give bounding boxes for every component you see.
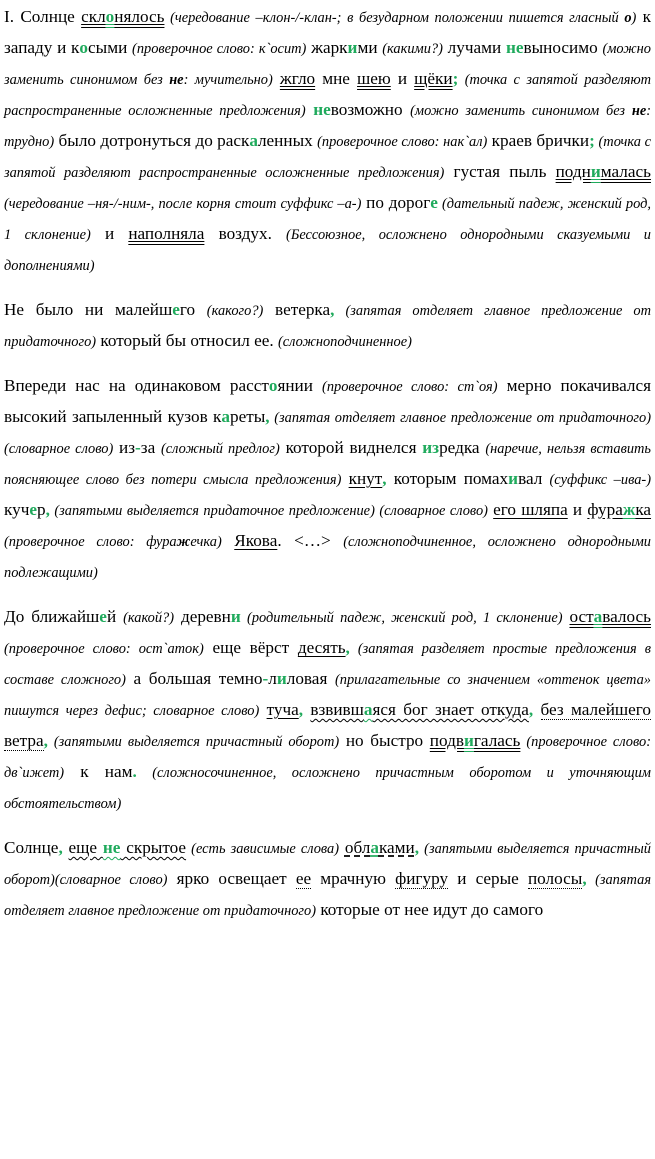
note-run: ечка) — [190, 534, 222, 550]
note-run: (родительный падеж, женский род, 1 склонение) — [240, 610, 563, 626]
note-run: (запятыми выделяется придаточное предложение) (словарное слово) — [49, 503, 488, 519]
note-run: не — [631, 103, 647, 119]
note-run: (дательный падеж, женский род, 1 склонение) — [4, 196, 651, 243]
text-run: жгло — [279, 69, 316, 88]
note-run: (запятая отделяет главное предложение от придаточного) (словарное слово) — [4, 410, 651, 457]
text-run: и — [590, 162, 601, 181]
note-run: (запятая отделяет главное предложение от придаточного) — [4, 303, 651, 350]
text-run: но быстро — [339, 731, 430, 750]
note-run: (проверочное слово: ст`оя) — [322, 379, 498, 395]
text-run: скл — [81, 7, 106, 26]
text-run: Солнце — [4, 838, 59, 857]
note-run: (какими?) — [382, 41, 443, 57]
note-run: (сложноподчиненное, осложнено однородными подлежащими) — [4, 534, 651, 581]
paragraph-1 — [4, 2, 651, 281]
note-run: ) — [631, 10, 637, 26]
text-run: а — [593, 607, 603, 626]
text-run: о — [79, 38, 89, 57]
text-run: кнут — [348, 469, 383, 488]
note-run: (проверочное слово: ост`аток) — [4, 641, 204, 657]
text-run: редка — [439, 438, 486, 457]
text-run: возможно — [330, 100, 411, 119]
text-run: мне — [315, 69, 358, 88]
text-run: за — [140, 438, 161, 457]
note-run: (есть зависимые слова) — [186, 841, 340, 857]
text-run: густая пыль — [444, 162, 556, 181]
note-run: (запятыми выделяется причастный оборот) — [47, 734, 340, 750]
note-run: (проверочное слово: дв`ижет) — [4, 734, 652, 781]
note-run: не — [169, 72, 184, 88]
text-run: куч — [4, 500, 30, 519]
text-run: й — [106, 607, 124, 626]
text-run: вал — [518, 469, 550, 488]
text-run: е — [99, 607, 107, 626]
note-run: (можно заменить синонимом без — [4, 41, 651, 88]
text-run: е — [29, 500, 37, 519]
text-run: которой виднелся — [279, 438, 423, 457]
text-run: нялось — [114, 7, 165, 26]
text-run: щёки — [414, 69, 453, 88]
note-run: (прилагательные со значением «оттенок цвета» пишутся через дефис; словарное слово) — [4, 672, 652, 719]
text-run: краев брички — [487, 131, 590, 150]
text-run: , — [528, 700, 534, 719]
note-run: (точка с запятой разделяют распространенные осложненные предложения) — [4, 72, 652, 119]
text-run: к западу и к — [4, 7, 651, 57]
text-run: галась — [473, 731, 521, 750]
text-run — [273, 69, 280, 88]
text-run: без малейшего ветра — [4, 700, 651, 750]
text-run: не — [505, 38, 524, 57]
text-run: р — [37, 500, 46, 519]
text-run: ленных — [257, 131, 318, 150]
note-run: (сложный предлог) — [161, 441, 280, 457]
text-run: , — [382, 469, 387, 488]
text-run: а — [249, 131, 258, 150]
note-run: : трудно) — [4, 103, 652, 150]
text-run: к нам — [64, 762, 133, 781]
note-run: (проверочное слово: нак`ал) — [317, 134, 488, 150]
text-run: еще вёрст — [203, 638, 298, 657]
note-run: (суффикс –ива-) — [549, 472, 652, 488]
text-run: ее — [295, 869, 312, 888]
text-run — [259, 700, 266, 719]
text-run: взвивш — [310, 700, 364, 719]
text-run: который бы относил ее. — [96, 331, 278, 350]
text-run: и — [347, 38, 358, 57]
text-run: из — [422, 438, 440, 457]
text-run: , — [582, 869, 587, 888]
text-run: , — [330, 300, 335, 319]
note-run: (какого?) — [206, 303, 264, 319]
paragraph-3 — [4, 371, 651, 588]
text-run: ловая — [286, 669, 335, 688]
text-run: ; — [452, 69, 459, 88]
text-run: , — [265, 407, 270, 426]
text-run: полосы — [527, 869, 583, 888]
text-run: о — [105, 7, 115, 26]
text-run: еще — [68, 838, 103, 857]
text-run: подв — [429, 731, 464, 750]
text-run: малась — [600, 162, 651, 181]
text-run: фура — [587, 500, 623, 519]
text-run: воздух. — [204, 224, 287, 243]
note-run: (запятая разделяет простые предложения в составе сложного) — [4, 641, 651, 688]
text-run: деревн — [174, 607, 231, 626]
text-run: I. Солнце — [4, 7, 82, 26]
text-run — [533, 700, 540, 719]
text-run: валось — [602, 607, 651, 626]
note-run: ж — [176, 534, 191, 550]
text-run: было дотронуться до раск — [54, 131, 250, 150]
text-run: , — [414, 838, 420, 857]
text-run: а — [370, 838, 379, 857]
text-run: шею — [357, 69, 391, 88]
text-run: а — [221, 407, 230, 426]
text-run: жарк — [306, 38, 348, 57]
text-run: , — [45, 500, 50, 519]
text-run: фигуру — [395, 869, 449, 888]
note-run: (какой?) — [123, 610, 175, 626]
note-run: о — [624, 10, 632, 26]
text-run: наполняла — [128, 224, 205, 243]
text-run: туча — [266, 700, 299, 719]
note-run: : мучительно) — [183, 72, 273, 88]
note-run: (Бессоюзное, осложнено однородными сказуемыми и дополнениями) — [4, 227, 651, 274]
text-run: ярко освещает — [167, 869, 296, 888]
text-run: , — [43, 731, 48, 750]
text-run: а — [363, 700, 373, 719]
text-run: сыми — [88, 38, 133, 57]
text-run: . <…> — [277, 531, 344, 550]
text-run: мрачную — [311, 869, 396, 888]
paragraph-2 — [4, 295, 651, 357]
paragraph-4 — [4, 602, 651, 819]
note-run: (запятыми выделяется причастный оборот)(словарное слово) — [4, 841, 652, 888]
text-run: ж — [622, 500, 636, 519]
text-run: ками — [378, 838, 415, 857]
text-run: и — [463, 731, 474, 750]
note-run: (чередование –клон-/-клан-; в безударном положении пишется гласный — [164, 10, 625, 26]
text-run — [341, 469, 348, 488]
text-run: не — [313, 100, 331, 119]
text-run: го — [179, 300, 207, 319]
note-run: (проверочное слово: фура — [4, 534, 177, 550]
text-run: которым помах — [386, 469, 509, 488]
text-run: и — [508, 469, 519, 488]
text-run: ; — [589, 131, 595, 150]
text-run: Впереди нас на одинаковом расст — [4, 376, 269, 395]
text-run: десять — [297, 638, 346, 657]
text-run: и — [567, 500, 588, 519]
text-run: и — [90, 224, 129, 243]
text-run: яся бог знает откуда — [372, 700, 529, 719]
text-run: которые от нее идут до самого — [316, 900, 544, 919]
paragraph-5 — [4, 833, 651, 926]
text-run: подн — [555, 162, 591, 181]
text-run: ветерка — [263, 300, 331, 319]
text-run: . — [132, 762, 137, 781]
text-run: и — [230, 607, 241, 626]
text-run: янии — [277, 376, 323, 395]
text-run: - — [135, 438, 141, 457]
text-run: е — [430, 193, 438, 212]
text-run: Якова — [234, 531, 278, 550]
text-run: и — [390, 69, 415, 88]
text-run: ми — [357, 38, 383, 57]
text-run: обл — [344, 838, 371, 857]
text-run: л — [268, 669, 277, 688]
text-run: реты — [229, 407, 266, 426]
note-run: (точка с запятой разделяют распространенные осложненные предложения) — [4, 134, 652, 181]
text-run: е — [172, 300, 180, 319]
text-run: ка — [635, 500, 652, 519]
text-run: о — [268, 376, 278, 395]
text-run: Не было ни малейш — [4, 300, 173, 319]
note-run: (сложносочиненное, осложнено причастным оборотом и уточняющим обстоятельством) — [4, 765, 651, 812]
text-run: До ближайш — [4, 607, 100, 626]
text-run: , — [345, 638, 350, 657]
text-run: не — [102, 838, 121, 857]
text-run: скрытое — [120, 838, 187, 857]
note-run: (запятая отделяет главное предложение от придаточного) — [4, 872, 652, 919]
text-run: - — [262, 669, 269, 688]
text-run: мерно покачивался высокий запыленный кузов к — [4, 376, 652, 426]
note-run: (наречие, нельзя вставить поясняющее слово без потери смысла предложения) — [4, 441, 651, 488]
text-run: и серые — [448, 869, 528, 888]
text-run — [222, 531, 235, 550]
note-run: (проверочное слово: к`осит) — [132, 41, 307, 57]
note-run: (чередование –ня-/-ним-, после корня стоит суффикс –а-) — [4, 196, 362, 212]
text-run: его шляпа — [493, 500, 568, 519]
text-run: из — [113, 438, 136, 457]
note-run: (можно заменить синонимом без — [410, 103, 632, 119]
text-run: и — [276, 669, 287, 688]
text-run: ост — [569, 607, 594, 626]
text-run: а большая темно — [125, 669, 263, 688]
text-run: , — [298, 700, 304, 719]
text-run: выносимо — [523, 38, 603, 57]
text-run: по дорог — [361, 193, 431, 212]
text-run: , — [58, 838, 63, 857]
text-run: лучами — [442, 38, 506, 57]
note-run: (сложноподчиненное) — [277, 334, 412, 350]
